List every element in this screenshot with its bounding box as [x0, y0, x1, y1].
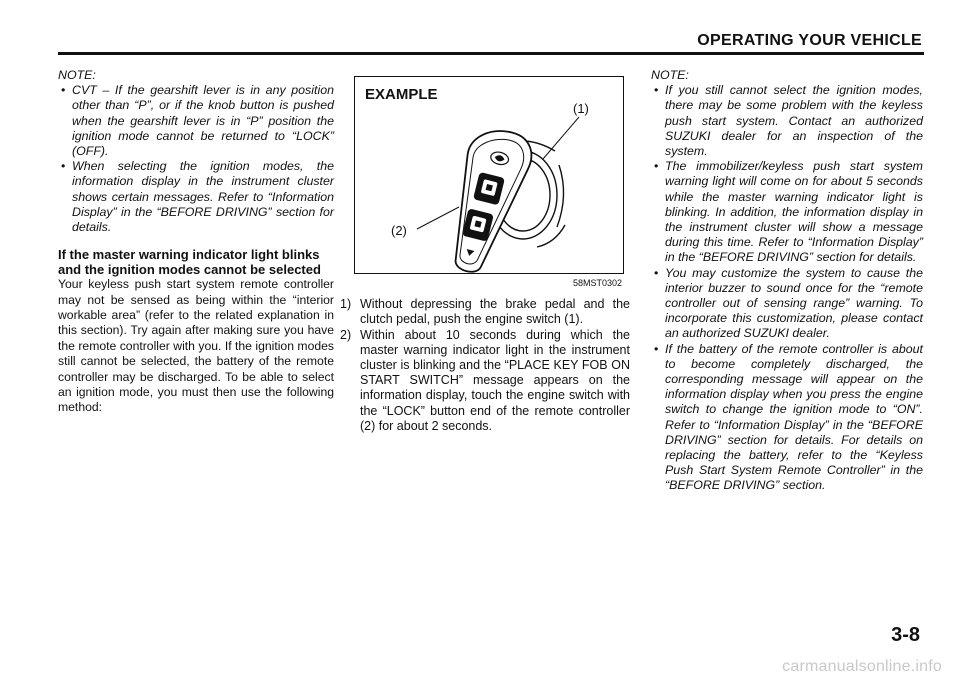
- example-figure: [354, 76, 624, 274]
- step-item: [340, 328, 630, 434]
- note-title: NOTE:: [651, 68, 689, 82]
- note-list: [651, 83, 923, 493]
- page-number: 3-8: [891, 624, 920, 646]
- callout-line-1: [543, 117, 579, 159]
- note-title: NOTE:: [58, 68, 96, 82]
- note-item: • The immobilizer/keyless push start system warning light will come on for about 5 seconds while the master warning indicator light is blinking. In addition, the information display in the instrument cluster will show a message during this time. Refer to “Information Display” in the “BEFORE DRIVING” section for details.: [651, 159, 923, 265]
- subheading: If the master warning indicator light blinks and the ignition modes cannot be selected: [58, 247, 321, 278]
- remote-controller-icon: [440, 123, 536, 273]
- callout-line-2: [417, 207, 459, 229]
- callout-2: (2): [391, 223, 407, 238]
- step-list: [340, 297, 630, 434]
- step-item: [340, 297, 630, 327]
- section-title: OPERATING YOUR VEHICLE: [697, 32, 922, 49]
- note-item: • CVT – If the gearshift lever is in any position other than “P”, or if the knob button is pushed when the gearshift lever is in “P” position the ignition mode cannot be returned to “LOCK” (OFF).: [58, 83, 334, 159]
- step-text: Without depressing the brake pedal and the clutch pedal, push the engine switch (1).: [360, 297, 630, 327]
- note-item: • When selecting the ignition modes, the information display in the instrument cluster shows certain messages. Refer to “Information Display” in the “BEFORE DRIVING” section for details.: [58, 159, 334, 235]
- note-list: [58, 83, 334, 235]
- note-item: • If you still cannot select the ignition modes, there may be some problem with the keyless push start system. Contact an authorized SUZUKI dealer for an inspection of the system.: [651, 83, 923, 159]
- body-paragraph: Your keyless push start system remote controller may not be sensed as being within the “interior workable area” (refer to the related explanation in this section). Try again after making sure you have the remote controller with you. If the ignition modes still cannot be selected, the battery of the remote controller may be discharged. To be able to select an ignition mode, you must then use the following method:: [58, 277, 334, 415]
- note-item: • If the battery of the remote controller is about to become completely discharged, the corresponding message will appear on the information display when you press the engine switch to change the ignition mode to “ON”. Refer to “Information Display” in the “BEFORE DRIVING” section for details. For details on replacing the battery, refer to the “Keyless Push Start System Remote Controller” in the “BEFORE DRIVING” section.: [651, 342, 923, 494]
- header-rule: [58, 52, 924, 55]
- callout-1: (1): [573, 101, 589, 116]
- page-header: [0, 28, 960, 58]
- left-column: [58, 68, 334, 416]
- step-text: Within about 10 seconds during which the master warning indicator light in the instrument cluster is blinking and the “PLACE KEY FOB ON START SWITCH” message appears on the information display, touch the engine switch with the “LOCK” button end of the remote controller (2) for about 2 seconds.: [360, 327, 630, 433]
- watermark-link[interactable]: carmanualsonline.info: [782, 658, 942, 675]
- note-item: • You may customize the system to cause the interior buzzer to sound once for the “remote controller out of sensing range” warning. To incorporate this customization, please contact an authorized SUZUKI dealer.: [651, 266, 923, 342]
- step-number: 2): [340, 327, 352, 342]
- right-column: [651, 68, 923, 494]
- figure-code: 58MST0302: [572, 278, 622, 288]
- step-number: 1): [340, 297, 352, 312]
- middle-column: [340, 68, 630, 434]
- figure-label: EXAMPLE: [365, 86, 438, 103]
